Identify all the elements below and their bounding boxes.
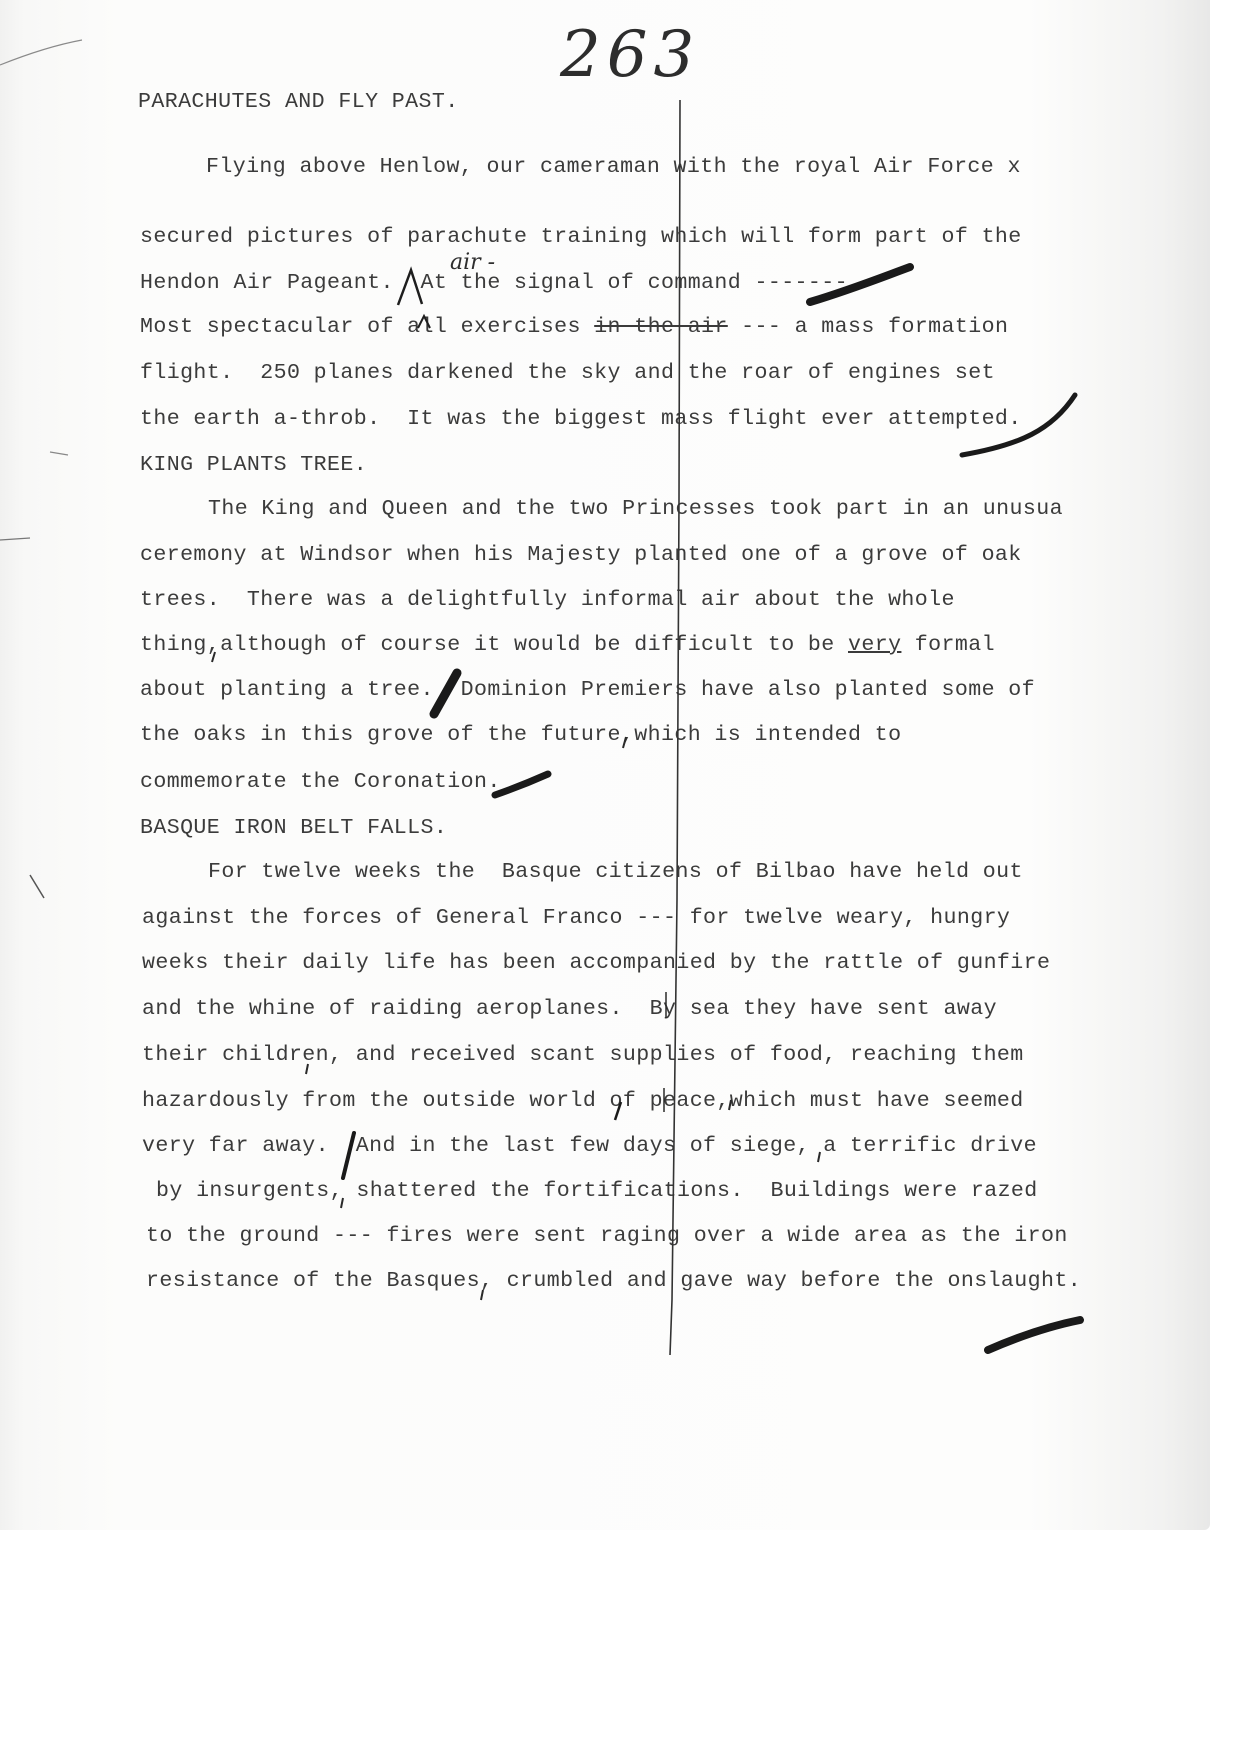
text-line: to the ground --- fires were sent raging over a wide area as the iron [146, 1224, 1068, 1248]
text-line: For twelve weeks the Basque citizens of Bilbao have held out [208, 860, 1023, 884]
text-line: flight. 250 planes darkened the sky and the roar of engines set [140, 361, 995, 385]
text-line: hazardously from the outside world of peace,which must have seemed [142, 1089, 1024, 1113]
heading-basque-iron-belt: BASQUE IRON BELT FALLS. [140, 816, 448, 840]
page-corner-shadow [0, 40, 82, 65]
heading-parachutes: PARACHUTES AND FLY PAST. [138, 90, 459, 114]
text-line: the earth a-throb. It was the biggest mass flight ever attempted. [140, 407, 1022, 431]
text-line: very far away. And in the last few days of siege, a terrific drive [142, 1134, 1038, 1158]
page-number: 263 [560, 18, 701, 92]
text-line: resistance of the Basques, crumbled and gave way before the onslaught. [146, 1269, 1082, 1293]
struck-text: in the air [594, 315, 728, 339]
text-line [140, 633, 995, 657]
text-line: ceremony at Windsor when his Majesty planted one of a grove of oak [140, 543, 1022, 567]
text-line: commemorate the Coronation. [140, 770, 501, 794]
margin-speck [0, 538, 30, 540]
text-segment: formal [901, 633, 995, 657]
text-line: secured pictures of parachute training which will form part of the [140, 225, 1022, 249]
underlined-text: very [848, 633, 902, 657]
text-segment: Most spectacular of all exercises [140, 315, 595, 339]
text-line: Flying above Henlow, our cameraman with the royal Air Force x [206, 155, 1021, 179]
text-line: against the forces of General Franco --- for twelve weary, hungry [142, 906, 1011, 930]
text-segment: thing,although of course it would be difficult to be [140, 633, 848, 657]
text-line: about planting a tree. Dominion Premiers have also planted some of [140, 678, 1036, 702]
text-line: trees. There was a delightfully informal air about the whole [140, 588, 955, 612]
heavy-pen-stroke [988, 1320, 1080, 1350]
text-segment: --- a mass formation [727, 315, 1009, 339]
heavy-pen-stroke [495, 774, 548, 795]
text-line: Hendon Air Pageant. At the signal of command ------- [140, 271, 848, 295]
text-line: their children, and received scant supplies of food, reaching them [142, 1043, 1024, 1067]
text-line [140, 315, 1008, 339]
text-line: and the whine of raiding aeroplanes. By sea they have sent away [142, 997, 997, 1021]
margin-speck [50, 452, 68, 455]
text-line: The King and Queen and the two Princesses took part in an unusua [208, 497, 1063, 521]
text-line: weeks their daily life has been accompanied by the rattle of gunfire [142, 951, 1051, 975]
text-line: by insurgents, shattered the fortifications. Buildings were razed [156, 1179, 1038, 1203]
handwritten-insertion: air - [450, 250, 496, 275]
heading-king-plants-tree: KING PLANTS TREE. [140, 453, 368, 477]
margin-speck [30, 875, 44, 898]
text-line: the oaks in this grove of the future,which is intended to [140, 723, 902, 747]
